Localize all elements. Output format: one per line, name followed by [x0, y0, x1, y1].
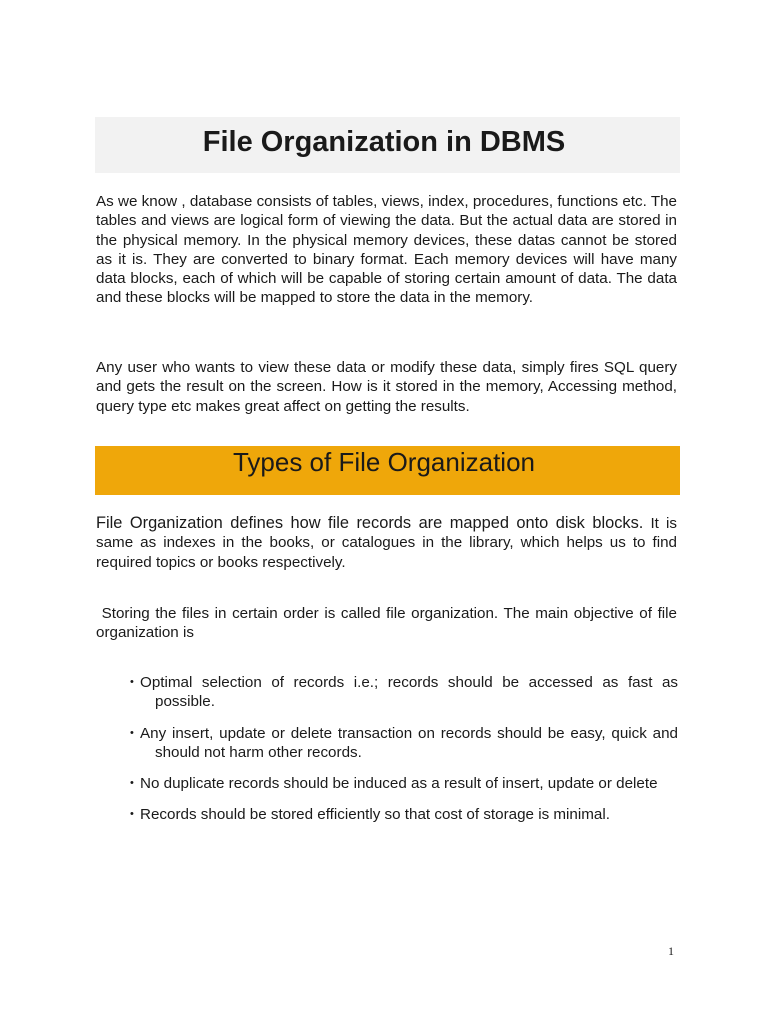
- objective-list: [130, 673, 678, 837]
- list-item: [130, 774, 678, 793]
- section-heading: Types of File Organization: [232, 447, 536, 477]
- objective-paragraph: Storing the files in certain order is called file organization. The main objective of file organization is: [96, 605, 682, 642]
- list-item: [130, 724, 678, 763]
- bullet-icon: •: [130, 808, 134, 821]
- query-paragraph: Any user who wants to view these data or modify these data, simply fires SQL query and gets the result on the screen. How is it stored in the memory, Accessing method, query type etc makes great affect on getting the results.: [96, 359, 677, 415]
- list-item: [130, 673, 678, 712]
- page-title: File Organization in DBMS: [202, 126, 566, 158]
- list-item-text: No duplicate records should be induced as a result of insert, update or delete: [140, 775, 658, 793]
- bullet-icon: •: [130, 676, 134, 688]
- list-item-text: Optimal selection of records i.e.; records should be accessed as fast as possible.: [140, 674, 678, 711]
- definition-paragraph: [96, 514, 677, 572]
- list-item: [130, 805, 678, 824]
- intro-paragraph: As we know , database consists of tables, views, index, procedures, functions etc. The tables and views are logical form of viewing the data. But the actual data are stored in the physical memory. In the physical memory devices, these datas cannot be stored as it is. They are converted to binary format. Each memory devices will have many data blocks, each of which will be capable of storing certain amount of data. The data and these blocks will be mapped to store the data in the memory.: [96, 193, 677, 307]
- bullet-icon: •: [130, 726, 134, 739]
- definition-lead: File Organization defines how file records are mapped onto disk blocks.: [96, 514, 644, 532]
- list-item-text: Any insert, update or delete transaction on records should be easy, quick and should not harm other records.: [140, 724, 678, 761]
- page-number: 1: [668, 944, 674, 958]
- list-item-text: Records should be stored efficiently so that cost of storage is minimal.: [140, 806, 610, 824]
- definition-rest: It is same as indexes in the books, or catalogues in the library, which helps us to find required topics or books respectively.: [96, 515, 677, 571]
- bullet-icon: •: [130, 777, 134, 790]
